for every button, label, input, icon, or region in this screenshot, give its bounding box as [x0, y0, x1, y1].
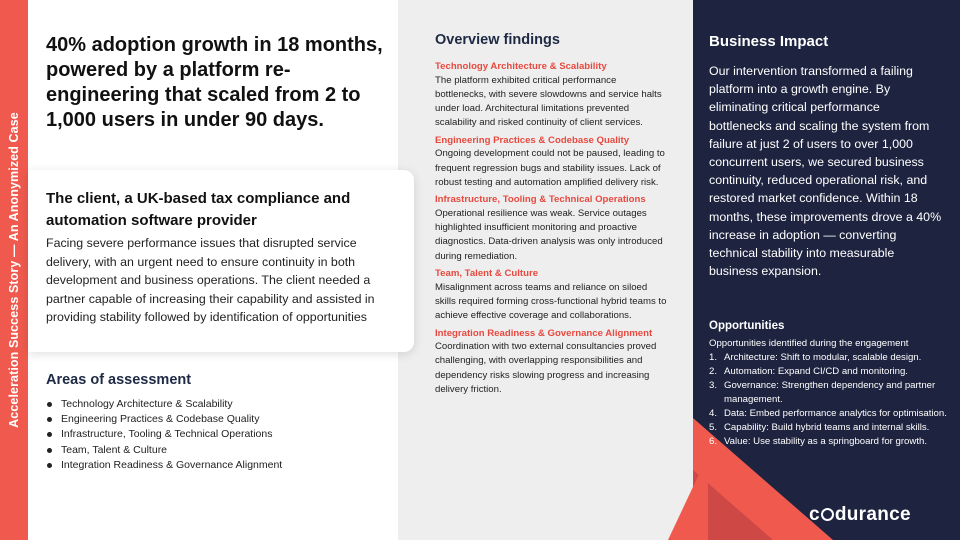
- item-number: 4.: [709, 408, 718, 419]
- area-label: Engineering Practices & Codebase Quality: [61, 413, 260, 426]
- finding-body: Operational resilience was weak. Service outages highlighted insufficient monitoring and proactive diagnostics. Data-driven analysis was only introduced during remediation.: [435, 207, 663, 262]
- list-item: [46, 397, 282, 412]
- item-number: 1.: [709, 352, 718, 363]
- list-item: [46, 427, 282, 442]
- area-label: Team, Talent & Culture: [61, 443, 168, 456]
- list-item: [709, 379, 949, 407]
- impact-title: Business Impact: [709, 33, 829, 50]
- list-item: [709, 407, 949, 421]
- areas-list: [46, 397, 282, 473]
- finding-body: Misalignment across teams and reliance on siloed skills required forming cross-functional hybrid teams to achieve effective coverage and collaborations.: [435, 281, 667, 322]
- item-number: 2.: [709, 366, 718, 377]
- right-column: [693, 0, 960, 540]
- finding-item: [435, 60, 667, 131]
- overview-title: Overview findings: [435, 32, 560, 48]
- findings-list: [435, 60, 667, 400]
- list-item: [46, 412, 282, 427]
- codurance-logo: [809, 504, 911, 526]
- item-text: Value: Use stability as a springboard for growth.: [724, 436, 927, 447]
- opportunities-title: Opportunities: [709, 320, 785, 332]
- finding-item: [435, 193, 667, 264]
- opportunities-list: [709, 351, 949, 449]
- logo-prefix: c: [809, 504, 820, 525]
- logo-o-icon: [821, 508, 834, 521]
- finding-title: Team, Talent & Culture: [435, 268, 539, 280]
- finding-title: Engineering Practices & Codebase Quality: [435, 134, 630, 146]
- item-text: Automation: Expand CI/CD and monitoring.: [724, 366, 908, 377]
- middle-column: [398, 0, 693, 540]
- bullet-icon: [47, 448, 52, 453]
- item-text: Architecture: Shift to modular, scalable design.: [724, 352, 922, 363]
- item-number: 5.: [709, 422, 718, 433]
- list-item: [46, 458, 282, 473]
- finding-item: [435, 134, 667, 190]
- item-number: 3.: [709, 380, 718, 391]
- bullet-icon: [47, 417, 52, 422]
- area-label: Integration Readiness & Governance Alignment: [61, 458, 283, 471]
- finding-body: Ongoing development could not be paused, leading to frequent regression bugs and stability issues. Lack of robust testing and automation amplified delivery risk.: [435, 148, 665, 188]
- list-item: [709, 421, 949, 435]
- list-item: [709, 351, 949, 365]
- finding-item: [435, 267, 667, 323]
- bullet-icon: [47, 402, 52, 407]
- item-text: Capability: Build hybrid teams and internal skills.: [724, 422, 930, 433]
- client-title: The client, a UK-based tax compliance and automation software provider: [46, 190, 351, 229]
- area-label: Technology Architecture & Scalability: [61, 398, 233, 410]
- item-number: 6.: [709, 436, 718, 447]
- side-strip: [0, 0, 28, 540]
- item-text: Governance: Strengthen dependency and partner management.: [724, 380, 936, 405]
- finding-body: Coordination with two external consultancies proved challenging, with overlapping responsibilities and dependency risks slowing progress and increasing delivery friction.: [435, 341, 657, 396]
- opportunities-intro: Opportunities identified during the engagement: [709, 338, 909, 349]
- finding-title: Integration Readiness & Governance Alignment: [435, 327, 653, 339]
- bullet-icon: [47, 463, 52, 468]
- list-item: [709, 365, 949, 379]
- finding-title: Technology Architecture & Scalability: [435, 61, 607, 72]
- headline: 40% adoption growth in 18 months, powered by a platform re-engineering that scaled from 2 to 1,000 users in under 90 days.: [46, 34, 383, 131]
- area-label: Infrastructure, Tooling & Technical Operations: [61, 428, 273, 441]
- bullet-icon: [47, 432, 52, 437]
- impact-body: Our intervention transformed a failing platform into a growth engine. By eliminating critical performance bottlenecks and scaling the system from failure at just 2 of users to over 1,000 concurrent users, we secured business continuity, reduced operational risk, and restored market confidence. Within 18 months, these improvements drove a 40% increase in adoption — converting technical stability into measurable business expansion.: [709, 64, 942, 279]
- finding-title: Infrastructure, Tooling & Technical Operations: [435, 194, 646, 206]
- logo-suffix: durance: [834, 504, 911, 525]
- item-text: Data: Embed performance analytics for optimisation.: [724, 408, 947, 419]
- list-item: [709, 435, 949, 449]
- left-column: [28, 0, 398, 540]
- finding-item: [435, 327, 667, 398]
- areas-title: Areas of assessment: [46, 372, 192, 388]
- client-card: [28, 170, 414, 352]
- client-description: Facing severe performance issues that disrupted service delivery, with an urgent need to ensure continuity in both development and business operations. The client needed a partner capable of increasing their capability and assisted in providing stability followed by identification of opportunities: [46, 236, 375, 324]
- list-item: [46, 443, 282, 458]
- side-strip-text: Acceleration Success Story — An Anonymized Case: [7, 112, 21, 428]
- finding-body: The platform exhibited critical performance bottlenecks, with severe slowdowns and service halts under load. Architectural limitations prevented scalability and risked continuity of client services.: [435, 74, 662, 129]
